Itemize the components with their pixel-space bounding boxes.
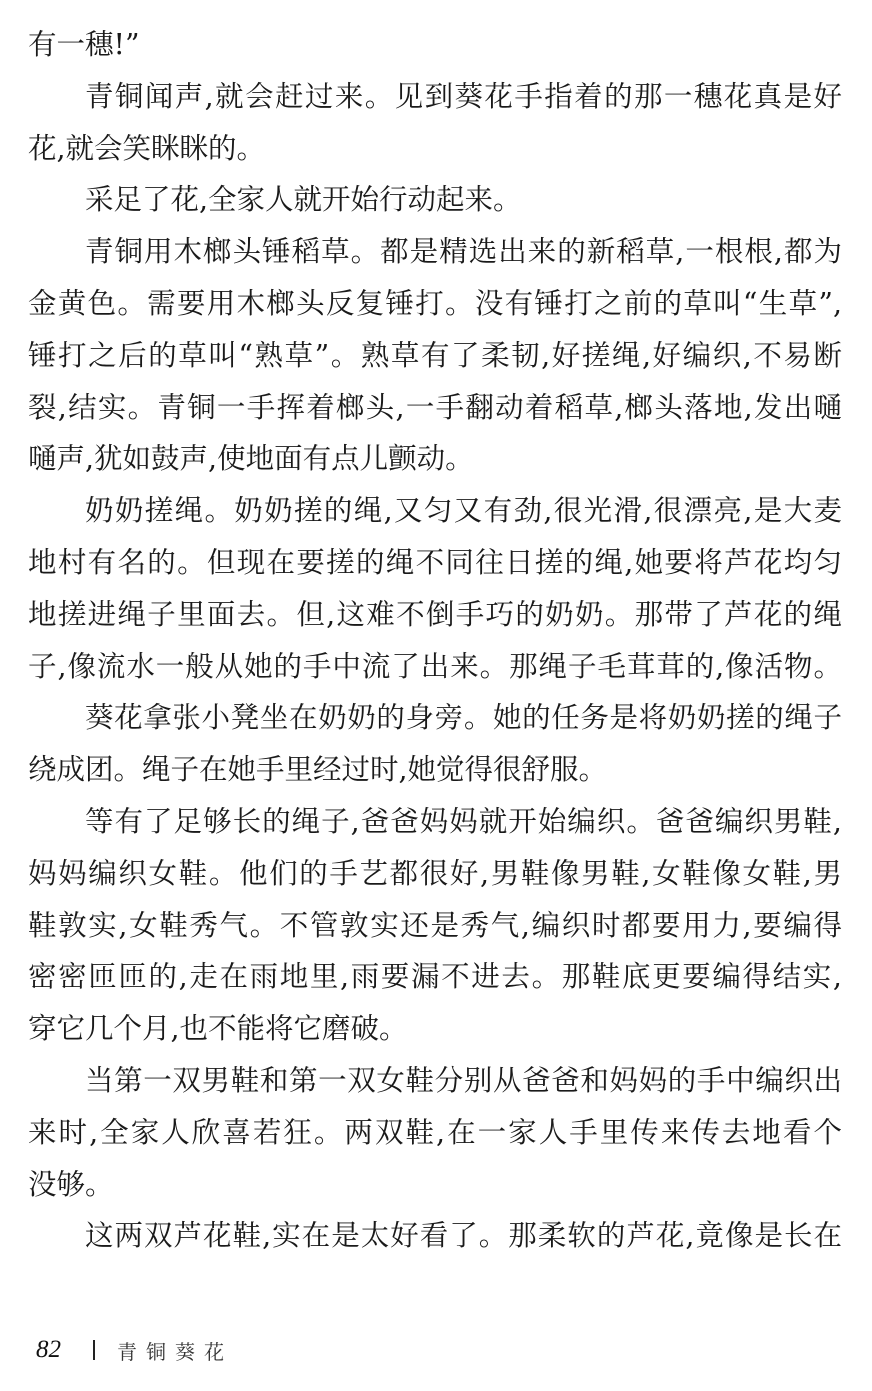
book-title: 青铜葵花	[117, 1339, 233, 1364]
text-line: 来时,全家人欣喜若狂。两双鞋,在一家人手里传来传去地看个	[28, 1115, 842, 1149]
body-text	[28, 19, 842, 1262]
text-line: 妈妈编织女鞋。他们的手艺都很好,男鞋像男鞋,女鞋像女鞋,男	[28, 856, 842, 890]
text-line: 绕成团。绳子在她手里经过时,她觉得很舒服。	[28, 753, 608, 787]
text-line: 没够。	[28, 1167, 114, 1201]
text-line: 锤打之后的草叫“熟草”。熟草有了柔韧,好搓绳,好编织,不易断	[28, 338, 842, 372]
footer-divider	[93, 1340, 95, 1360]
text-line: 穿它几个月,也不能将它磨破。	[28, 1012, 408, 1046]
text-line: 葵花拿张小凳坐在奶奶的身旁。她的任务是将奶奶搓的绳子	[85, 701, 842, 735]
text-line: 鞋敦实,女鞋秀气。不管敦实还是秀气,编织时都要用力,要编得	[28, 908, 842, 942]
text-line: 金黄色。需要用木榔头反复锤打。没有锤打之前的草叫“生草”,	[28, 286, 842, 320]
text-line: 青铜用木榔头锤稻草。都是精选出来的新稻草,一根根,都为	[85, 235, 842, 269]
text-line: 花,就会笑眯眯的。	[28, 131, 266, 165]
text-line: 奶奶搓绳。奶奶搓的绳,又匀又有劲,很光滑,很漂亮,是大麦	[85, 494, 842, 528]
text-line: 当第一双男鞋和第一双女鞋分别从爸爸和妈妈的手中编织出	[85, 1063, 842, 1097]
text-line: 地村有名的。但现在要搓的绳不同往日搓的绳,她要将芦花均匀	[28, 545, 842, 579]
page-number: 82	[36, 1336, 61, 1363]
text-line: 裂,结实。青铜一手挥着榔头,一手翻动着稻草,榔头落地,发出嗵	[28, 390, 842, 424]
page-footer	[36, 1332, 233, 1368]
text-line: 嗵声,犹如鼓声,使地面有点儿颤动。	[28, 442, 474, 476]
text-line: 这两双芦花鞋,实在是太好看了。那柔软的芦花,竟像是长在	[85, 1219, 842, 1253]
text-line: 有一穗!”	[28, 28, 140, 61]
text-line: 采足了花,全家人就开始行动起来。	[85, 183, 522, 217]
text-line: 密密匝匝的,走在雨地里,雨要漏不进去。那鞋底更要编得结实,	[28, 960, 842, 994]
text-line: 子,像流水一般从她的手中流了出来。那绳子毛茸茸的,像活物。	[28, 649, 842, 683]
text-line: 等有了足够长的绳子,爸爸妈妈就开始编织。爸爸编织男鞋,	[85, 804, 842, 838]
text-line: 青铜闻声,就会赶过来。见到葵花手指着的那一穗花真是好	[85, 79, 842, 113]
text-line: 地搓进绳子里面去。但,这难不倒手巧的奶奶。那带了芦花的绳	[28, 597, 842, 631]
